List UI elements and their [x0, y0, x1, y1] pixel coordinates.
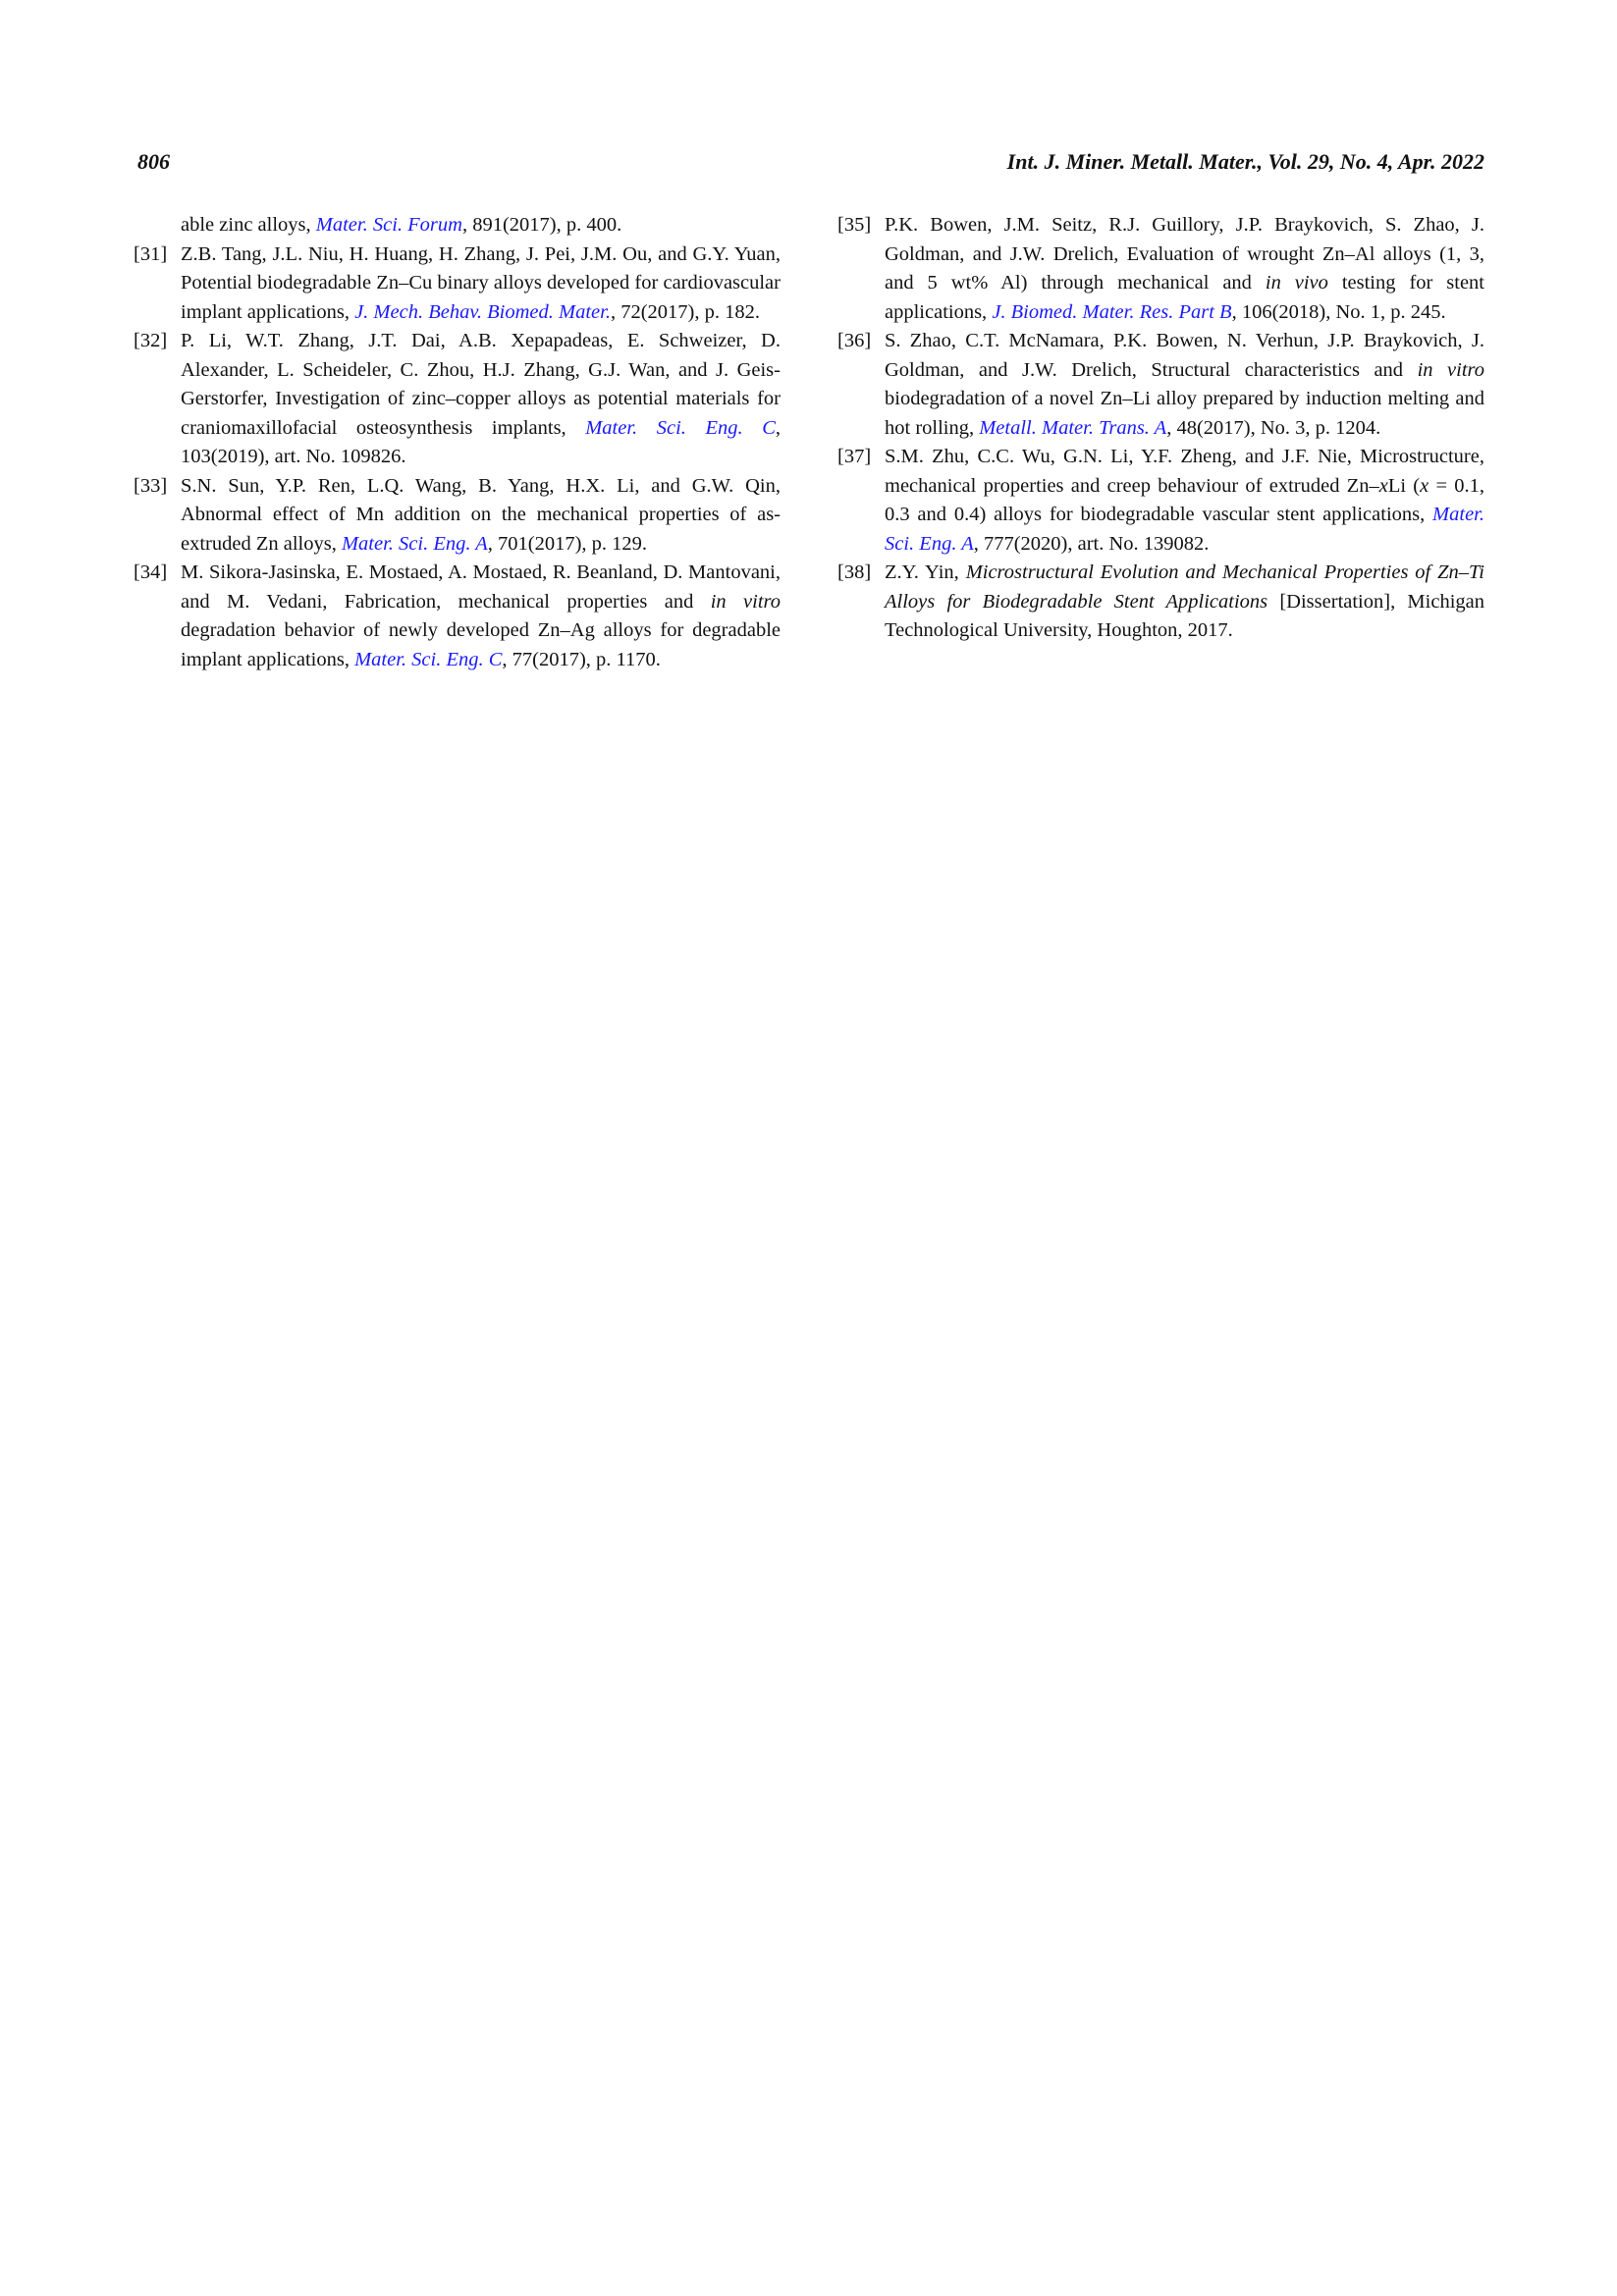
reference-35: [35] P.K. Bowen, J.M. Seitz, R.J. Guillory, J.P. Braykovich, S. Zhao, J. Goldman, and J.W. Drelich, Evaluation of wrought Zn–Al alloys (1, 3, and 5 wt% Al) through mechanical and in vivo testing for stent applications, J. Biomed. Mater. Res. Part B, 106(2018), No. 1, p. 245.: [841, 211, 1484, 327]
left-column: [134, 211, 781, 674]
reference-number: [37]: [837, 446, 872, 467]
journal-link[interactable]: J. Mech. Behav. Biomed. Mater.: [354, 300, 611, 323]
journal-link[interactable]: J. Biomed. Mater. Res. Part B: [992, 300, 1232, 323]
reference-36: [36] S. Zhao, C.T. McNamara, P.K. Bowen, N. Verhun, J.P. Braykovich, J. Goldman, and J.W. Drelich, Structural characteristics and in vitro biodegradation of a novel Zn–Li alloy prepared by induction melting and hot rolling, Metall. Mater. Trans. A, 48(2017), No. 3, p. 1204.: [841, 327, 1484, 443]
journal-link[interactable]: Mater. Sci. Eng. A: [341, 532, 488, 555]
reference-number: [34]: [134, 561, 168, 583]
reference-33: [33] S.N. Sun, Y.P. Ren, L.Q. Wang, B. Yang, H.X. Li, and G.W. Qin, Abnormal effect of Mn addition on the mechanical properties of as-extruded Zn alloys, Mater. Sci. Eng. A, 701(2017), p. 129.: [137, 472, 781, 560]
journal-link[interactable]: Mater. Sci. Eng. A: [885, 504, 1484, 555]
journal-link[interactable]: Mater. Sci. Eng. C: [354, 648, 503, 670]
reference-38: [38] Z.Y. Yin, Microstructural Evolution and Mechanical Properties of Zn–Ti Alloys for Biodegradable Stent Applications [Dissertation], Michigan Technological University, Houghton, 2017.: [841, 559, 1484, 646]
right-column: [837, 211, 1485, 646]
reference-number: [36]: [837, 330, 872, 351]
reference-number: [31]: [134, 242, 168, 265]
journal-link[interactable]: Mater. Sci. Forum: [315, 214, 462, 236]
journal-link[interactable]: Metall. Mater. Trans. A: [979, 416, 1167, 439]
running-head: Int. J. Miner. Metall. Mater., Vol. 29, No. 4, Apr. 2022: [1006, 149, 1484, 174]
page-number: 806: [137, 149, 170, 174]
reference-31: [31] Z.B. Tang, J.L. Niu, H. Huang, H. Zhang, J. Pei, J.M. Ou, and G.Y. Yuan, Potential biodegradable Zn–Cu binary alloys developed for cardiovascular implant applications, J. Mech. Behav. Biomed. Mater., 72(2017), p. 182.: [137, 240, 781, 328]
reference-number: [35]: [837, 214, 872, 236]
reference-32: [32] P. Li, W.T. Zhang, J.T. Dai, A.B. Xepapadeas, E. Schweizer, D. Alexander, L. Scheideler, C. Zhou, H.J. Zhang, G.J. Wan, and J. Geis-Gerstorfer, Investigation of zinc–copper alloys as potential materials for craniomaxillofacial osteosynthesis implants, Mater. Sci. Eng. C, 103(2019), art. No. 109826.: [137, 327, 781, 472]
reference-37: [37] S.M. Zhu, C.C. Wu, G.N. Li, Y.F. Zheng, and J.F. Nie, Microstructure, mechanical properties and creep behaviour of extruded Zn–xLi (x = 0.1, 0.3 and 0.4) alloys for biodegradable vascular stent applications, Mater. Sci. Eng. A, 777(2020), art. No. 139082.: [841, 443, 1484, 559]
reference-number: [32]: [134, 330, 168, 351]
reference-number: [33]: [134, 474, 168, 497]
journal-link[interactable]: Mater. Sci. Eng. C: [585, 416, 776, 439]
reference-number: [38]: [837, 561, 872, 583]
reference-34: [34] M. Sikora-Jasinska, E. Mostaed, A. Mostaed, R. Beanland, D. Mantovani, and M. Vedani, Fabrication, mechanical properties and in vitro degradation behavior of newly developed Zn–Ag alloys for degradable implant applications, Mater. Sci. Eng. C, 77(2017), p. 1170.: [137, 559, 781, 674]
reference-continuation: able zinc alloys, Mater. Sci. Forum, 891(2017), p. 400.: [181, 214, 622, 236]
